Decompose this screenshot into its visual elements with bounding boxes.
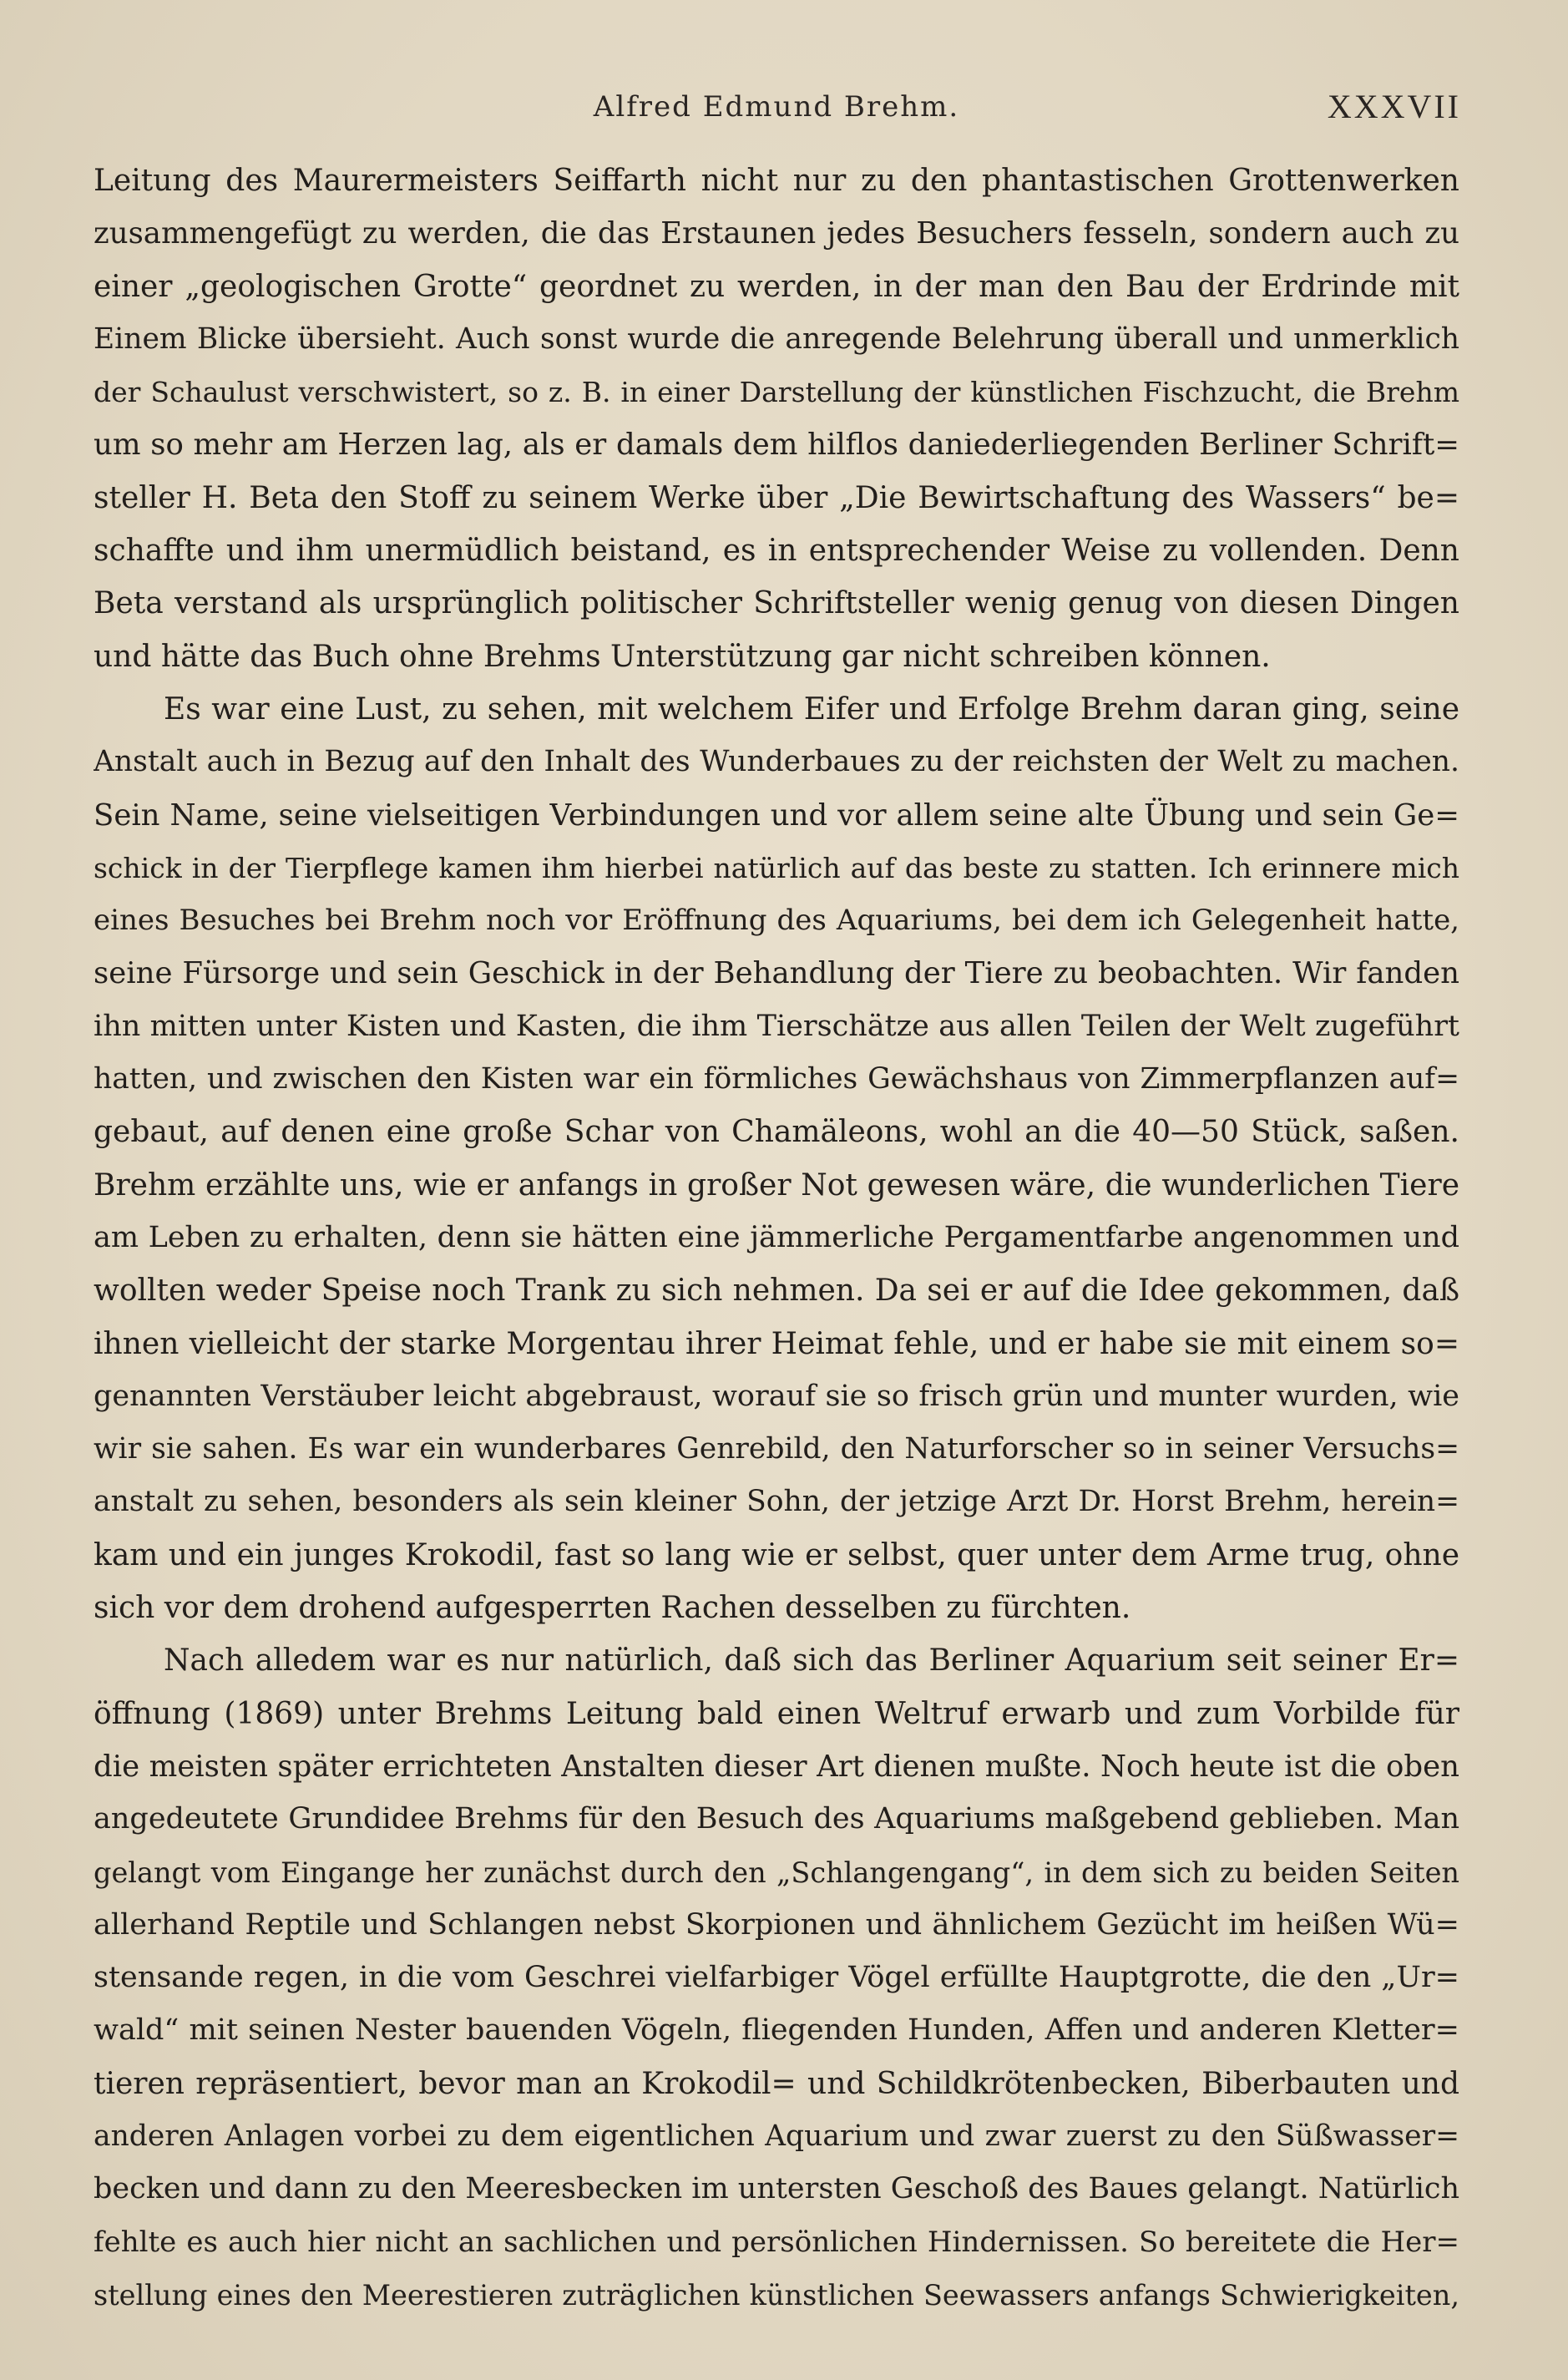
text-line: Beta verstand als ursprünglich politischer Schriftsteller wenig genug von diesen Dingen: [94, 586, 1459, 621]
text-line: stensande regen, in die vom Geschrei vielfarbiger Vögel erfüllte Hauptgrotte, die den „Ur=: [94, 1961, 1459, 1995]
text-line: und hätte das Buch ohne Brehms Unterstützung gar nicht schreiben können.: [94, 639, 1271, 674]
text-line: Anstalt auch in Bezug auf den Inhalt des Wunderbaues zu der reichsten der Welt zu machen.: [94, 745, 1459, 779]
text-line: stellung eines den Meerestieren zuträglichen künstlichen Seewassers anfangs Schwierigkeiten,: [94, 2278, 1459, 2312]
text-line: ihnen vielleicht der starke Morgentau ihrer Heimat fehle, und er habe sie mit einem so=: [94, 1326, 1459, 1361]
text-line: ihn mitten unter Kisten und Kasten, die ihm Tierschätze aus allen Teilen der Welt zugeführt: [94, 1009, 1459, 1043]
text-line: die meisten später errichteten Anstalten dieser Art dienen mußte. Noch heute ist die oben: [94, 1749, 1459, 1784]
text-line: Einem Blicke übersieht. Auch sonst wurde die anregende Belehrung überall und unmerklich: [94, 322, 1459, 356]
text-line: eines Besuches bei Brehm noch vor Eröffnung des Aquariums, bei dem ich Gelegenheit hatte,: [94, 904, 1459, 938]
paragraph: [94, 154, 1459, 683]
text-line: sich vor dem drohend aufgesperrten Rachen desselben zu fürchten.: [94, 1591, 1131, 1626]
text-line: gebaut, auf denen eine große Schar von Chamäleons, wohl an die 40—50 Stück, saßen.: [94, 1115, 1459, 1150]
text-line: genannten Verstäuber leicht abgebraust, worauf sie so frisch grün und munter wurden, wie: [94, 1379, 1459, 1413]
text-line: seine Fürsorge und sein Geschick in der Behandlung der Tiere zu beobachten. Wir fanden: [94, 956, 1459, 991]
body-text: [94, 154, 1459, 2322]
text-line: steller H. Beta den Stoff zu seinem Werke über „Die Bewirtschaftung des Wassers“ be=: [94, 480, 1459, 515]
text-line: öffnung (1869) unter Brehms Leitung bald einen Weltruf erwarb und zum Vorbilde für: [94, 1696, 1459, 1731]
text-line: Nach alledem war es nur natürlich, daß sich das Berliner Aquarium seit seiner Er=: [164, 1643, 1459, 1679]
text-line: tieren repräsentiert, bevor man an Krokodil= und Schildkrötenbecken, Biberbauten und: [94, 2066, 1459, 2101]
text-line: am Leben zu erhalten, denn sie hätten eine jämmerliche Pergamentfarbe angenommen und: [94, 1220, 1459, 1254]
paragraph: [94, 1634, 1459, 2322]
text-line: der Schaulust verschwistert, so z. B. in einer Darstellung der künstlichen Fischzucht, die Brehm: [94, 376, 1459, 409]
text-line: Sein Name, seine vielseitigen Verbindungen und vor allem seine alte Übung und sein Ge=: [94, 798, 1459, 833]
text-line: um so mehr am Herzen lag, als er damals dem hilflos daniederliegenden Berliner Schrift=: [94, 428, 1459, 463]
paragraph: [94, 683, 1459, 1634]
text-line: anderen Anlagen vorbei zu dem eigentlichen Aquarium und zwar zuerst zu den Süßwasser=: [94, 2119, 1459, 2153]
text-line: wald“ mit seinen Nester bauenden Vögeln, fliegenden Hunden, Affen und anderen Kletter=: [94, 2013, 1459, 2048]
text-line: angedeutete Grundidee Brehms für den Besuch des Aquariums maßgebend geblieben. Man: [94, 1802, 1459, 1836]
text-line: kam und ein junges Krokodil, fast so lang wie er selbst, quer unter dem Arme trug, ohne: [94, 1537, 1459, 1572]
text-line: wir sie sahen. Es war ein wunderbares Genrebild, den Naturforscher so in seiner Versuchs=: [94, 1432, 1459, 1466]
text-line: becken und dann zu den Meeresbecken im untersten Geschoß des Baues gelangt. Natürlich: [94, 2172, 1459, 2206]
page-number: XXXVII: [1327, 88, 1461, 125]
text-line: wollten weder Speise noch Trank zu sich nehmen. Da sei er auf die Idee gekommen, daß: [94, 1274, 1459, 1309]
text-line: zusammengefügt zu werden, die das Erstaunen jedes Besuchers fesseln, sondern auch zu: [94, 216, 1459, 251]
text-line: hatten, und zwischen den Kisten war ein förmliches Gewächshaus von Zimmerpflanzen auf=: [94, 1062, 1459, 1096]
text-line: einer „geologischen Grotte“ geordnet zu werden, in der man den Bau der Erdrinde mit: [94, 269, 1459, 304]
text-line: Leitung des Maurermeisters Seiffarth nicht nur zu den phantastischen Grottenwerken: [94, 164, 1459, 198]
text-line: Brehm erzählte uns, wie er anfangs in großer Not gewesen wäre, die wunderlichen Tiere: [94, 1167, 1459, 1203]
text-line: anstalt zu sehen, besonders als sein kleiner Sohn, der jetzige Arzt Dr. Horst Brehm, herein=: [94, 1485, 1459, 1519]
text-line: fehlte es auch hier nicht an sachlichen und persönlichen Hindernissen. So bereitete die Her=: [94, 2225, 1459, 2259]
page-header: [0, 90, 1568, 140]
text-line: allerhand Reptile und Schlangen nebst Skorpionen und ähnlichem Gezücht im heißen Wü=: [94, 1907, 1459, 1942]
text-line: schaffte und ihm unermüdlich beistand, es in entsprechender Weise zu vollenden. Denn: [94, 534, 1459, 569]
text-line: Es war eine Lust, zu sehen, mit welchem Eifer und Erfolge Brehm daran ging, seine: [164, 691, 1459, 727]
text-line: gelangt vom Eingange her zunächst durch den „Schlangengang“, in dem sich zu beiden Seiten: [94, 1856, 1459, 1889]
running-head: Alfred Edmund Brehm.: [593, 90, 960, 124]
text-line: schick in der Tierpflege kamen ihm hierbei natürlich auf das beste zu statten. Ich erinnere mich: [94, 851, 1459, 884]
